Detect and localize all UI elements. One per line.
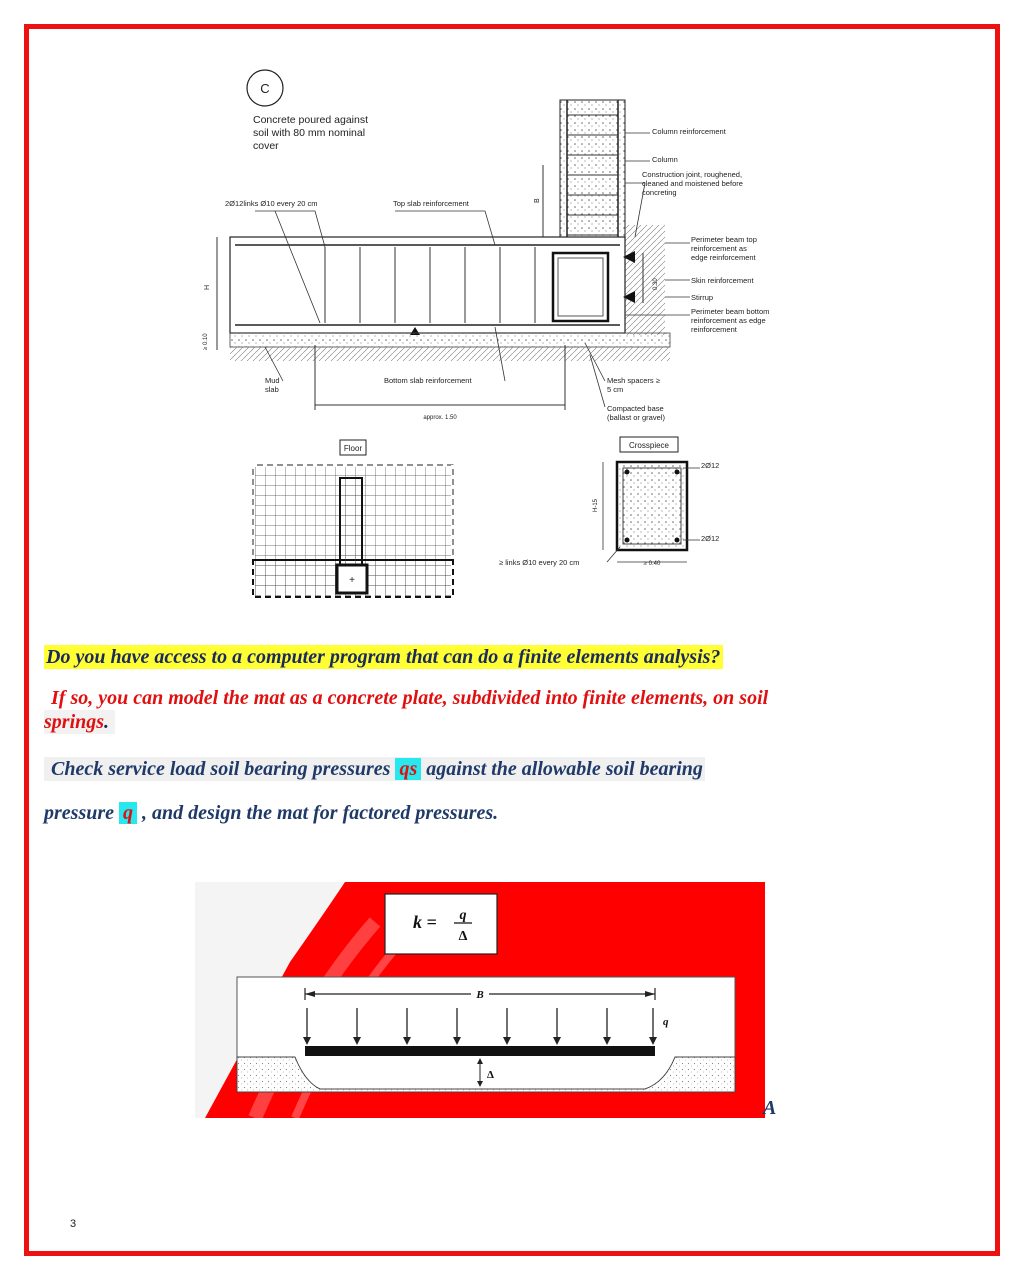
dim-030-label: 0.30 [653, 278, 659, 290]
check-text-b: against the allowable soil bearing [421, 758, 703, 780]
width-label: B [476, 989, 484, 1001]
detail-marker-label: C [260, 81, 270, 96]
formula-numerator: q [459, 908, 467, 923]
settlement-label: Δ [487, 1069, 494, 1081]
subgrade-modulus-figure [195, 882, 765, 1118]
answer-springs: springs [44, 711, 105, 733]
dim-h-label: H [204, 284, 211, 290]
column [560, 100, 625, 250]
pressure-text-b: , and design the mat for factored pressures. [137, 802, 499, 824]
column-reinforcement-label: Column reinforcement [652, 127, 726, 136]
perimeter-bottom-label: Perimeter beam bottom reinforcement as edge reinforcement [691, 307, 770, 334]
floor-plan [253, 440, 453, 597]
page-number: 3 [70, 1218, 77, 1230]
answer-period: . [104, 711, 110, 733]
bottom-slab-label: Bottom slab reinforcement [384, 376, 472, 385]
bar-bottom-label: 2Ø12 [701, 534, 720, 543]
compacted-base [230, 347, 670, 361]
column-label: Column [652, 155, 678, 164]
soil-side [625, 225, 665, 335]
mud-slab-label: Mud slab [265, 376, 280, 394]
check-text-a: Check service load soil bearing pressures [51, 758, 396, 780]
dim-010-label: ≥ 0.10 [203, 333, 209, 350]
answer-text [44, 686, 768, 734]
qs-highlight: qs [395, 758, 421, 780]
reinforcement-detail-drawing [195, 65, 815, 610]
bar-top-label: 2Ø12 [701, 461, 720, 470]
pressure-text-a: pressure [44, 802, 120, 824]
construction-joint-label: Construction joint, roughened, cleaned and moistened before concreting [642, 170, 743, 197]
question-text: Do you have access to a computer program that can do a finite elements analysis? [44, 645, 723, 669]
check-text [44, 757, 705, 781]
footing-diagram [237, 977, 735, 1092]
pressure-text [44, 801, 498, 825]
links-label: 2Ø12links Ø10 every 20 cm [225, 199, 318, 208]
formula-box [385, 894, 497, 954]
load-label: q [663, 1016, 669, 1028]
top-slab-label: Top slab reinforcement [393, 199, 469, 208]
concrete-note: Concrete poured against soil with 80 mm nominal cover [253, 114, 368, 152]
answer-line-2 [44, 710, 115, 734]
formula-lhs: k = [413, 912, 437, 932]
crosspiece-section [499, 437, 719, 567]
figure-caption: A [763, 1097, 777, 1119]
formula-denominator: Δ [458, 929, 468, 944]
floor-label: Floor [343, 444, 363, 453]
perimeter-top-label: Perimeter beam top reinforcement as edge reinforcement [691, 235, 757, 262]
dim-040-label: ≥ 0.40 [643, 561, 661, 567]
dim-b-label: B [534, 198, 541, 203]
q-highlight: q [119, 802, 137, 824]
svg-text:+: + [349, 575, 355, 586]
crosspiece-label: Crosspiece [628, 441, 670, 450]
answer-line-1: If so, you can model the mat as a concrete plate, subdivided into finite elements, on soil [51, 687, 769, 709]
mud-slab [230, 333, 670, 347]
mesh-spacers-label: Mesh spacers ≥ 5 cm [607, 376, 660, 394]
approx-label: approx. 1.50 [423, 415, 457, 421]
dim-h-minus-label: H-15 [593, 498, 599, 512]
compacted-base-label: Compacted base (ballast or gravel) [607, 404, 665, 422]
detail-marker [247, 70, 283, 106]
links-cross-label: ≥ links Ø10 every 20 cm [499, 558, 580, 567]
stirrup-label: Stirrup [691, 293, 714, 302]
skin-reinforcement-label: Skin reinforcement [691, 276, 754, 285]
slab-section [230, 237, 635, 335]
